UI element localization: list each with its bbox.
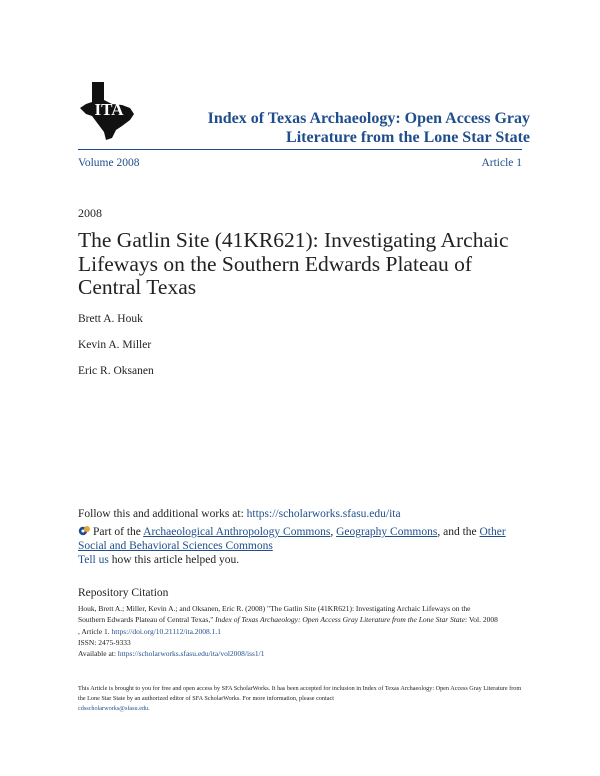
citation-volume: : Vol. 2008 xyxy=(465,615,498,625)
journal-title-line-2: Literature from the Lone Star State xyxy=(286,129,530,146)
notice-text: This Article is brought to you for free and open access by SFA ScholarWorks. It has been accepted for inclusion in Index of Texas Archaeology: Open Access Gray Literature from the Lone Star State by an authorized editor of SFA ScholarWorks. For more information, please contact xyxy=(78,685,522,702)
journal-title[interactable] xyxy=(170,109,530,147)
citation-line-1: Houk, Brett A.; Miller, Kevin A.; and Oksanen, Eric R. (2008) "The Gatlin Site (41KR621): Investigating Archaic Lifeways on the xyxy=(78,604,471,613)
geography-commons-link[interactable]: Geography Commons xyxy=(336,526,438,538)
citation-line-2 xyxy=(78,614,528,625)
ita-logo xyxy=(78,80,138,142)
separator-1: , xyxy=(330,526,337,538)
citation-article: , Article 1. xyxy=(78,626,112,636)
separator-2: , and the xyxy=(437,526,480,538)
open-access-icon xyxy=(78,524,91,537)
archaeological-anthropology-commons-link[interactable]: Archaeological Anthropology Commons xyxy=(143,526,331,538)
doi-link[interactable]: https://doi.org/10.21112/ita.2008.1.1 xyxy=(111,626,222,636)
follow-text: Follow this and additional works at: xyxy=(78,508,247,520)
tell-us-line xyxy=(78,554,239,566)
tell-us-text: how this article helped you. xyxy=(108,554,240,566)
citation-plain: Southern Edwards Plateau of Central Texas," xyxy=(78,615,216,625)
repository-citation-heading: Repository Citation xyxy=(78,587,169,599)
citation-journal: Index of Texas Archaeology: Open Access Gray Literature from the Lone Star State xyxy=(215,615,465,625)
repository-citation xyxy=(78,603,528,659)
author-1: Brett A. Houk xyxy=(78,313,143,325)
follow-url-link[interactable]: https://scholarworks.sfasu.edu/ita xyxy=(246,508,401,520)
author-3: Eric R. Oksanen xyxy=(78,365,154,377)
notice-end: . xyxy=(148,705,150,712)
part-of-line xyxy=(78,524,526,553)
publication-year: 2008 xyxy=(78,206,102,220)
logo-text: ITA xyxy=(94,100,124,119)
citation-available xyxy=(78,648,528,659)
available-url-link[interactable]: https://scholarworks.sfasu.edu/ita/vol2008/iss1/1 xyxy=(117,649,265,659)
part-of-text: Part of the xyxy=(93,526,144,538)
other-social-behavioral-sciences-commons-link[interactable]: Other Social and Behavioral Sciences Commons xyxy=(78,526,506,552)
volume-link[interactable]: Volume 2008 xyxy=(78,157,140,169)
access-notice xyxy=(78,684,528,714)
citation-issn: ISSN: 2475-9333 xyxy=(78,637,131,647)
journal-title-line-1: Index of Texas Archaeology: Open Access Gray xyxy=(207,110,530,127)
contact-email-link[interactable]: cdsscholarworks@sfasu.edu xyxy=(78,705,149,712)
header-divider xyxy=(78,149,522,150)
tell-us-link[interactable]: Tell us xyxy=(78,554,109,566)
article-link[interactable]: Article 1 xyxy=(481,157,522,169)
texas-map-icon xyxy=(78,80,138,142)
available-label: Available at: xyxy=(78,649,118,659)
author-2: Kevin A. Miller xyxy=(78,339,152,351)
follow-line xyxy=(78,508,401,520)
paper-title: The Gatlin Site (41KR621): Investigating Archaic Lifeways on the Southern Edwards Plateau of Central Texas xyxy=(78,228,509,299)
citation-line-3 xyxy=(78,626,528,637)
